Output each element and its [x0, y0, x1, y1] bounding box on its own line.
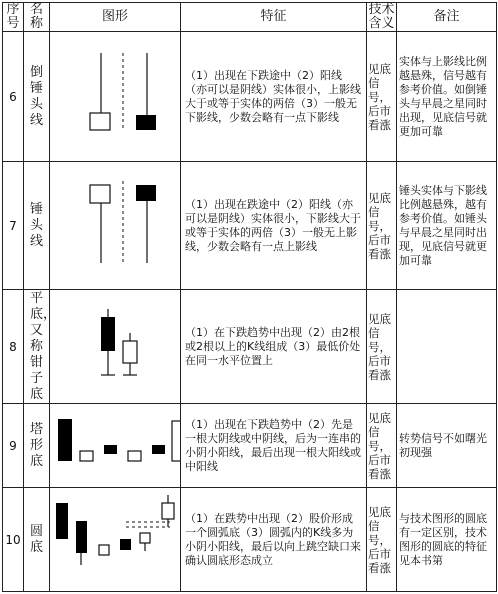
row-figure [50, 32, 181, 162]
hammer-figure [50, 163, 180, 289]
table-row [3, 488, 497, 592]
big-yin-candle [58, 419, 72, 461]
row-name: 塔形底 [24, 404, 50, 488]
row-name: 锤头线 [24, 162, 50, 290]
header-seq: 序号 [3, 3, 24, 32]
row-feature: （1）出现在跌途中（2）阳线（亦可以是阴线）实体很小，下影线大于或等于实体的两倍（3）一般无上影线，少数会略有一点上影线 [181, 162, 367, 290]
row-name: 倒锤头线 [24, 32, 50, 162]
small-yang-candle [80, 451, 93, 461]
row-feature: （1）出现在下跌趋势中（2）先是一根大阴线或中阴线，后为一连串的小阴小阳线，最后出现一根大阳线或中阳线 [181, 404, 367, 488]
row-figure [50, 404, 181, 488]
row-seq: 7 [3, 162, 24, 290]
row-feature: （1）在下跌趋势中出现（2）由2根或2根以上的K线组成（3）最低价处在同一水平位置上 [181, 290, 367, 404]
inverted-hammer-figure [50, 33, 180, 161]
yin-candle-1 [56, 503, 68, 539]
yang-candle-body [90, 113, 110, 130]
row-feature: （1）出现在下跌途中（2）阳线（亦可以是阴线）实体很小，上影线大于或等于实体的两倍（3）一般无下影线，少数会略有一点下影线 [181, 32, 367, 162]
header-figure: 图形 [50, 3, 181, 32]
candlestick-pattern-table [2, 2, 497, 592]
row-note [397, 290, 497, 404]
row-note: 与技术图形的圆底有一定区别，技术图形的圆底的特征见本书第 [397, 488, 497, 592]
row-note: 实体与上影线比例越悬殊，信号越有参考价值。如倒锤头与早晨之星同时出现，见底信号就更加可靠 [397, 32, 497, 162]
row-figure [50, 162, 181, 290]
yin-candle-2 [76, 521, 87, 553]
round-bottom-figure [50, 489, 180, 591]
yin-candle-small [120, 539, 131, 550]
yang-candle-small [99, 545, 109, 555]
row-tech: 见底信号，后市看涨 [367, 488, 397, 592]
row-note: 转势信号不如曙光初现强 [397, 404, 497, 488]
row-tech: 见底信号，后市看涨 [367, 32, 397, 162]
tower-bottom-figure [50, 405, 180, 487]
yang-candle-body [90, 185, 110, 203]
row-name: 平底，又称钳子底 [24, 290, 50, 404]
row-figure [50, 290, 181, 404]
header-row [3, 3, 497, 32]
header-feature: 特征 [181, 3, 367, 32]
flat-bottom-figure [50, 291, 180, 403]
yin-candle-body [136, 115, 156, 130]
yang-candle-body [123, 341, 137, 363]
table-row [3, 32, 497, 162]
header-name: 名称 [24, 3, 50, 32]
row-seq: 9 [3, 404, 24, 488]
row-seq: 8 [3, 290, 24, 404]
yin-candle-body [101, 317, 115, 351]
row-tech: 见底信号，后市看涨 [367, 162, 397, 290]
small-yin-candle [152, 445, 165, 454]
row-seq: 10 [3, 488, 24, 592]
table-row [3, 162, 497, 290]
header-note: 备注 [397, 3, 497, 32]
row-seq: 6 [3, 32, 24, 162]
row-feature: （1）在跌势中出现（2）股价形成一个圆弧底（3）圆弧内的K线多为小阴小阳线，最后以向上跳空缺口来确认圆底形态成立 [181, 488, 367, 592]
yin-candle-body [136, 185, 156, 201]
small-yin-candle [104, 445, 117, 454]
table-row [3, 404, 497, 488]
small-yang-candle [128, 451, 141, 461]
yang-candle-small-2 [140, 533, 150, 543]
table-row [3, 290, 497, 404]
row-note: 锤头实体与下影线比例越悬殊，越有参考价值。如锤头与早晨之星同时出现，见底信号就更加可靠 [397, 162, 497, 290]
row-name: 圆底 [24, 488, 50, 592]
header-tech: 技术含义 [368, 2, 395, 31]
breakout-yang-candle [162, 503, 174, 519]
row-tech: 见底信号，后市看涨 [367, 290, 397, 404]
big-yang-candle [172, 421, 180, 461]
row-tech: 见底信号，后市看涨 [367, 404, 397, 488]
row-figure [50, 488, 181, 592]
